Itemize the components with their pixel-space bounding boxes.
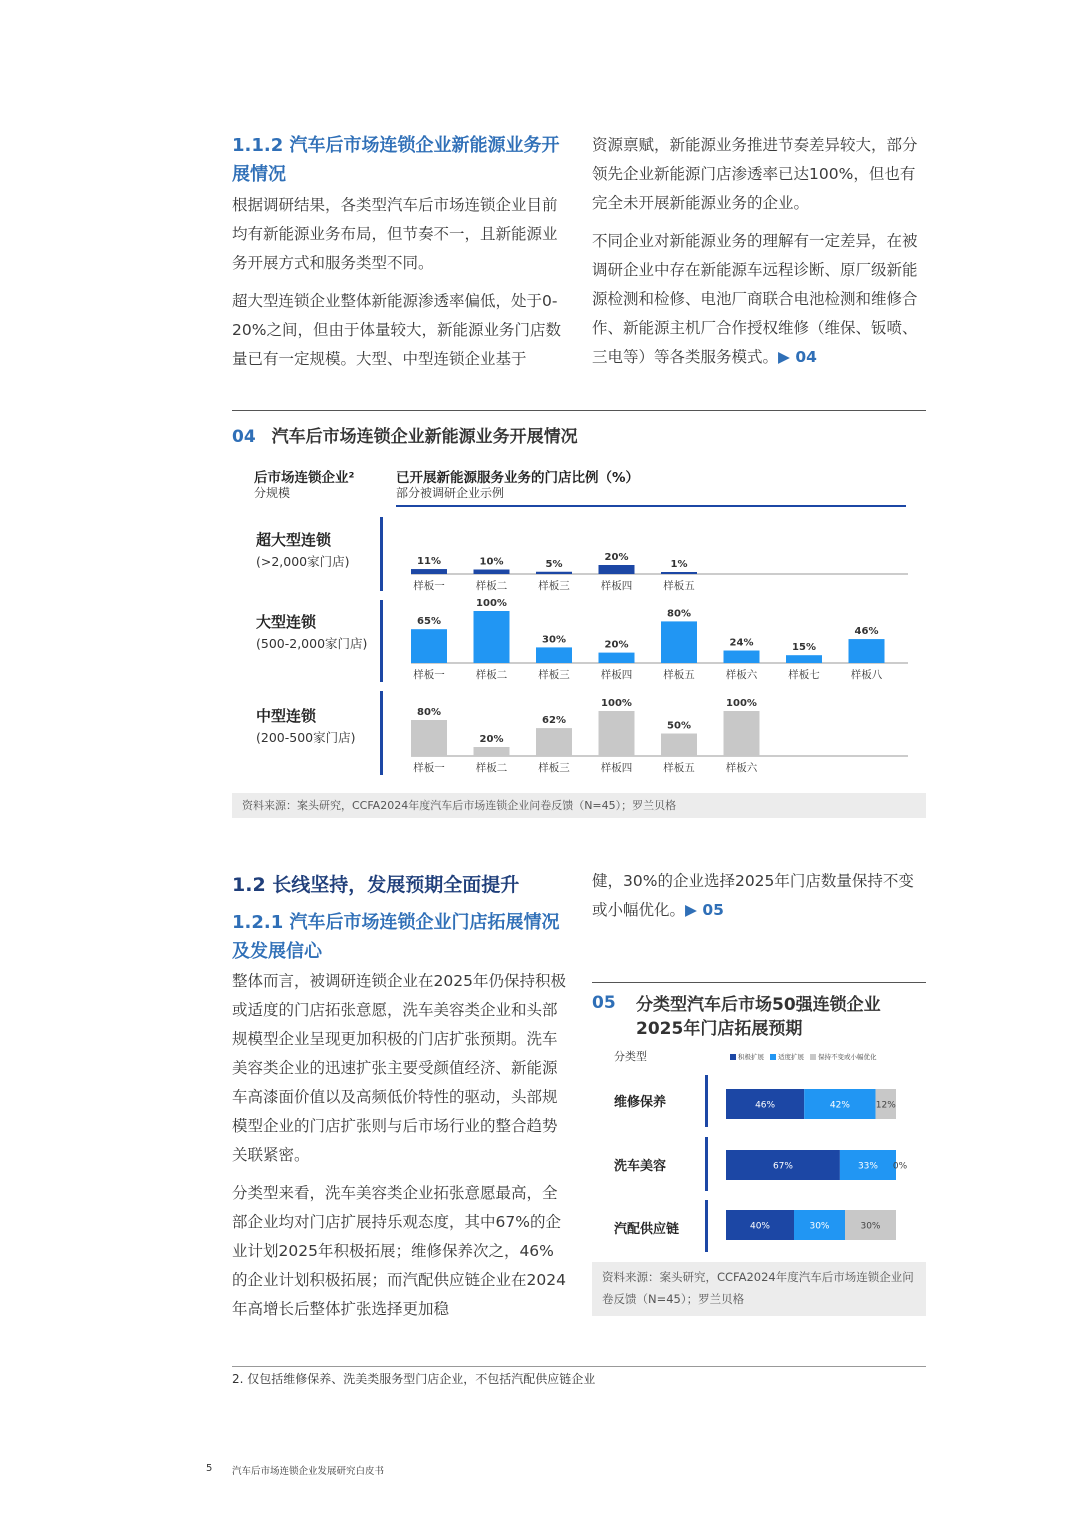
data-label: 20% <box>479 734 504 745</box>
legend-label: 保持不变或小幅优化 <box>818 1053 877 1061</box>
category-label: 样板三 <box>538 669 570 681</box>
fig04-right-subheader: 部分被调研企业示例 <box>396 486 505 500</box>
group-label: 大型连锁 <box>256 613 317 631</box>
heading-1-2-1: 1.2.1 汽车后市场连锁企业门店拓展情况及发展信心 <box>232 912 560 962</box>
category-label: 样板八 <box>850 669 883 681</box>
category-label: 样板七 <box>788 669 820 681</box>
data-label: 67% <box>772 1161 793 1172</box>
category-label: 样板三 <box>538 580 570 592</box>
category-label: 样板二 <box>475 762 508 774</box>
bar <box>536 572 572 574</box>
bar <box>411 720 447 756</box>
heading-1-2: 1.2 长线坚持，发展预期全面提升 <box>232 874 520 896</box>
paragraph: 资源禀赋，新能源业务推进节奏差异较大，部分领先企业新能源门店渗透率已达100%，但也有完全未开展新能源业务的企业。 <box>592 136 918 212</box>
bar <box>411 629 447 663</box>
category-label: 样板四 <box>600 580 633 592</box>
group-bracket <box>380 691 383 775</box>
bar <box>411 569 447 574</box>
legend-label: 积极扩展 <box>738 1053 764 1061</box>
figure-04-title: 04 汽车后市场连锁企业新能源业务开展情况 <box>232 427 578 447</box>
category-label: 样板五 <box>663 669 695 681</box>
legend-swatch <box>730 1054 736 1060</box>
category-label: 样板一 <box>413 580 445 592</box>
bar <box>599 711 635 756</box>
bar <box>536 728 572 756</box>
figure-05-number: 05 <box>592 993 616 1013</box>
category-label: 样板二 <box>475 580 508 592</box>
fig04-left-header: 后市场连锁企业² <box>254 470 355 486</box>
fig04-right-header: 已开展新能源服务业务的门店比例（%） <box>396 470 640 486</box>
category-label: 样板六 <box>725 669 758 681</box>
data-label: 100% <box>601 698 632 709</box>
bar <box>661 572 697 574</box>
bar <box>599 653 635 663</box>
group-bracket <box>705 1075 708 1127</box>
data-label: 62% <box>542 715 566 727</box>
left-column-text <box>232 191 568 383</box>
group-bracket <box>705 1200 708 1252</box>
paragraph: 分类型来看，洗车美容类企业拓张意愿最高，全部企业均对门店扩展持乐观态度，其中67%的企业计划2025年积极拓展；维修保养次之，46%的企业计划积极拓展；而汽配供应链企业在2024年高增长后整体扩张选择更加稳 <box>232 1184 566 1318</box>
bar <box>849 639 885 663</box>
header-rule <box>396 505 906 507</box>
data-label: 15% <box>792 642 816 654</box>
data-label: 100% <box>476 598 507 609</box>
footnote: 2. 仅包括维修保养、洗美类服务型门店企业，不包括汽配供应链企业 <box>232 1372 596 1386</box>
data-label: 12% <box>875 1100 896 1111</box>
section-1-2-right-text <box>592 867 928 934</box>
bar <box>661 621 697 663</box>
paragraph: 整体而言，被调研连锁企业在2025年仍保持积极或适度的门店拓张意愿，洗车美容类企业和头部规模型企业呈现更加积极的门店扩张预期。洗车美容类企业的迅速扩张主要受颜值经济、新能源车高漆面价值以及高频低价特性的驱动，头部规模型企业的门店扩张则与后市场行业的整合趋势关联紧密。 <box>232 972 566 1164</box>
group-bracket <box>380 600 383 682</box>
data-label: 42% <box>829 1100 850 1111</box>
legend-item <box>810 1053 877 1061</box>
fig05-legend <box>730 1052 883 1061</box>
category-label: 样板四 <box>600 669 633 681</box>
data-label: 11% <box>417 556 441 568</box>
fig05-source: 资料来源：案头研究，CCFA2024年度汽车后市场连锁企业问卷反馈（N=45）；罗兰贝格 <box>592 1262 926 1316</box>
bar <box>661 734 697 757</box>
fig04-source: 资料来源：案头研究，CCFA2024年度汽车后市场连锁企业问卷反馈（N=45）；罗兰贝格 <box>232 793 926 818</box>
data-label: 50% <box>667 720 691 732</box>
paragraph: 不同企业对新能源业务的理解有一定差异，在被调研企业中存在新能源车远程诊断、原厂级新能源检测和检修、电池厂商联合电池检测和维修合作、新能源主机厂合作授权维修（维保、钣喷、三电等）等各类服务模式。▶ 04 <box>592 232 918 366</box>
paragraph: 根据调研结果，各类型汽车后市场连锁企业目前均有新能源业务布局，但节奏不一，且新能源业务开展方式和服务类型不同。 <box>232 196 558 272</box>
category-label: 样板一 <box>413 762 445 774</box>
heading-1-1-2: 1.1.2 汽车后市场连锁企业新能源业务开展情况 <box>232 135 560 185</box>
data-label: 46% <box>755 1100 776 1111</box>
bar <box>474 747 510 756</box>
paragraph: 健，30%的企业选择2025年门店数量保持不变或小幅优化。▶ 05 <box>592 872 914 919</box>
data-label: 100% <box>726 698 757 709</box>
bar <box>474 570 510 575</box>
data-label: 0% <box>892 1161 908 1172</box>
category-label: 样板五 <box>663 580 695 592</box>
category-label: 样板三 <box>538 762 570 774</box>
category-label: 样板四 <box>600 762 633 774</box>
data-label: 10% <box>479 556 504 568</box>
data-label: 1% <box>670 559 688 570</box>
category-label: 样板五 <box>663 762 695 774</box>
data-label: 30% <box>809 1221 830 1232</box>
bar <box>724 651 760 663</box>
fig05-category: 洗车美容 <box>614 1159 667 1174</box>
group-sublabel: (200-500家门店) <box>256 730 356 745</box>
fig04-bar-chart <box>396 512 912 782</box>
footer-title: 汽车后市场连锁企业发展研究白皮书 <box>232 1466 385 1477</box>
figure-ref-05[interactable]: ▶ 05 <box>685 901 724 919</box>
footnote-rule <box>232 1366 926 1367</box>
legend-swatch <box>770 1054 776 1060</box>
bar <box>536 647 572 663</box>
category-label: 样板二 <box>475 669 508 681</box>
data-label: 33% <box>857 1161 878 1172</box>
fig05-axis-label: 分类型 <box>614 1050 647 1063</box>
data-label: 80% <box>667 608 691 620</box>
legend-swatch <box>810 1054 816 1060</box>
data-label: 65% <box>417 616 441 628</box>
group-label: 超大型连锁 <box>256 531 332 549</box>
group-sublabel: (500-2,000家门店) <box>256 636 368 651</box>
legend-item <box>730 1053 764 1061</box>
bar <box>786 655 822 663</box>
group-sublabel: (>2,000家门店) <box>256 554 350 569</box>
paragraph: 超大型连锁企业整体新能源渗透率偏低，处于0-20%之间，但由于体量较大，新能源业务门店数量已有一定规模。大型、中型连锁企业基于 <box>232 292 561 368</box>
data-label: 20% <box>604 639 629 651</box>
data-label: 30% <box>860 1221 881 1232</box>
right-column-text <box>592 131 928 381</box>
data-label: 20% <box>604 552 629 563</box>
category-label: 样板一 <box>413 669 445 681</box>
fig04-left-subheader: 分规模 <box>254 486 291 500</box>
section-1-2-text <box>232 967 568 1333</box>
legend-item <box>770 1053 804 1061</box>
data-label: 46% <box>854 626 879 638</box>
bar <box>599 565 635 574</box>
fig05-category: 维修保养 <box>614 1095 667 1110</box>
data-label: 30% <box>542 634 566 646</box>
legend-label: 适度扩展 <box>778 1053 804 1061</box>
divider <box>592 982 926 983</box>
category-label: 样板六 <box>725 762 758 774</box>
bar <box>724 711 760 756</box>
group-label: 中型连锁 <box>256 707 317 725</box>
data-label: 24% <box>729 637 754 649</box>
figure-ref-04[interactable]: ▶ 04 <box>778 348 817 366</box>
fig05-stacked-bar-chart <box>726 1080 908 1250</box>
data-label: 40% <box>749 1221 771 1232</box>
divider <box>232 410 926 411</box>
group-bracket <box>380 517 383 591</box>
data-label: 5% <box>545 558 563 570</box>
figure-05-title: 分类型汽车后市场50强连锁企业 2025年门店拓展预期 <box>636 995 881 1039</box>
fig05-category: 汽配供应链 <box>614 1222 680 1237</box>
page-number: 5 <box>206 1463 213 1474</box>
data-label: 80% <box>417 707 441 718</box>
bar <box>474 611 510 663</box>
group-bracket <box>705 1137 708 1191</box>
